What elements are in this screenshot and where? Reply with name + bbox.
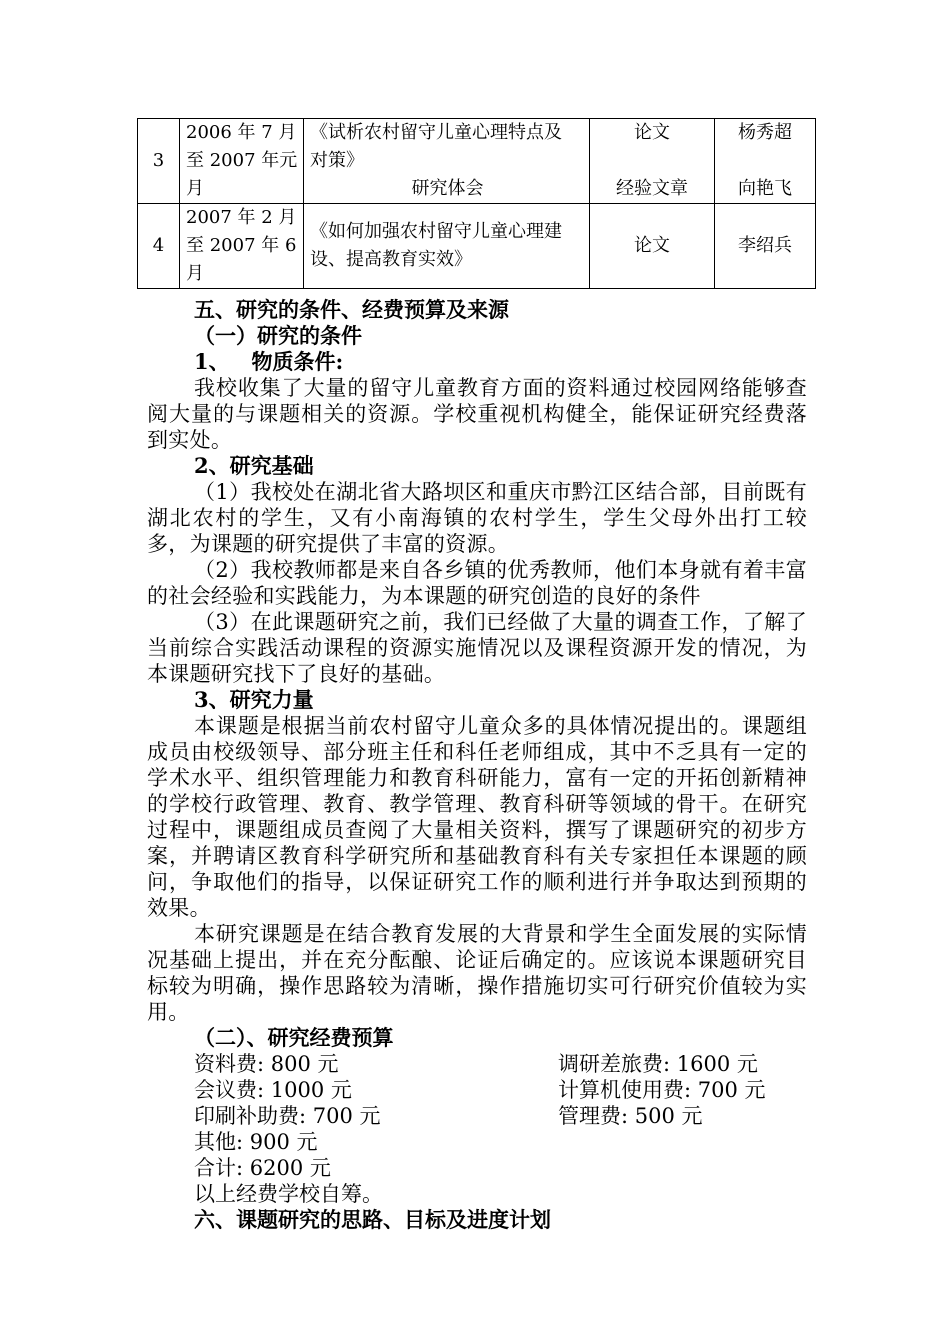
title-line: 《试析农村留守儿童心理特点及	[310, 122, 562, 143]
budget-item: 管理费: 500 元	[558, 1104, 703, 1128]
row-author	[715, 119, 816, 204]
item-heading: 1、 物质条件:	[194, 349, 344, 374]
document-body	[147, 297, 807, 1233]
paragraph: 本研究课题是在结合教育发展的大背景和学生全面发展的实际情况基础上提出，并在充分酝酿、论证后确定的。应该说本课题研究目标较为明确，操作思路较为清晰，操作措施切实可行研究价值较为实用。	[147, 922, 807, 1024]
table-row	[138, 204, 816, 289]
item-heading: 3、研究力量	[194, 687, 314, 712]
row-type	[590, 119, 715, 204]
paragraph: （3）在此课题研究之前，我们已经做了大量的调查工作，了解了当前综合实践活动课程的资源实施情况以及课程资源开发的情况，为本课题研究找下了良好的基础。	[147, 610, 807, 686]
research-plan-table	[137, 118, 816, 289]
paragraph: 我校收集了大量的留守儿童教育方面的资料通过校园网络能够查阅大量的与课题相关的资源。学校重视机构健全，能保证研究经费落到实处。	[147, 376, 807, 452]
date-line: 2006 年 7 月	[186, 122, 297, 143]
item-heading: 2、研究基础	[194, 453, 314, 478]
budget-row	[147, 1103, 807, 1129]
row-title	[304, 204, 590, 289]
row-number: 4	[138, 204, 180, 289]
budget-item: 印刷补助费: 700 元	[194, 1104, 381, 1128]
section-heading: 五、研究的条件、经费预算及来源	[194, 297, 509, 322]
row-author: 李绍兵	[715, 204, 816, 289]
row-date	[180, 119, 304, 204]
row-title	[304, 119, 590, 204]
budget-item: 资料费: 800 元	[194, 1052, 339, 1076]
title-subtitle: 研究体会	[411, 178, 484, 199]
paragraph: （2）我校教师都是来自各乡镇的优秀教师，他们本身就有着丰富的社会经验和实践能力，为本课题的研究创造的良好的条件	[147, 558, 807, 608]
title-line: 《如何加强农村留守儿童心理建	[310, 221, 562, 242]
budget-row	[147, 1077, 807, 1103]
date-line: 月	[186, 263, 204, 284]
budget-total: 合计: 6200 元	[194, 1156, 331, 1180]
row-date	[180, 204, 304, 289]
section-heading: 六、课题研究的思路、目标及进度计划	[194, 1207, 551, 1232]
title-line: 设、提高教育实效》	[310, 249, 472, 270]
date-line: 至 2007 年元	[186, 150, 298, 171]
date-line: 月	[186, 178, 204, 199]
budget-item: 其他: 900 元	[194, 1130, 318, 1154]
subsection-heading: （二）、研究经费预算	[194, 1025, 394, 1050]
type-line: 经验文章	[616, 178, 688, 199]
paragraph: （1）我校处在湖北省大路坝区和重庆市黔江区结合部，目前既有湖北农村的学生，又有小南海镇的农村学生，学生父母外出打工较多，为课题的研究提供了丰富的资源。	[147, 480, 807, 556]
title-line: 对策》	[310, 150, 364, 171]
budget-row	[147, 1051, 807, 1077]
paragraph: 本课题是根据当前农村留守儿童众多的具体情况提出的。课题组成员由校级领导、部分班主任和科任老师组成，其中不乏具有一定的学术水平、组织管理能力和教育科研能力，富有一定的开拓创新精神的学校行政管理、教育、教学管理、教育科研等领域的骨干。在研究过程中，课题组成员查阅了大量相关资料，撰写了课题研究的初步方案，并聘请区教育科学研究所和基础教育科有关专家担任本课题的顾问，争取他们的指导，以保证研究工作的顺利进行并争取达到预期的效果。	[147, 714, 807, 920]
budget-item: 调研差旅费: 1600 元	[558, 1052, 758, 1076]
table-row	[138, 119, 816, 204]
subsection-heading: （一）研究的条件	[194, 323, 362, 348]
budget-note: 以上经费学校自筹。	[194, 1182, 383, 1206]
date-line: 至 2007 年 6	[186, 235, 297, 256]
author-line: 向艳飞	[738, 178, 792, 199]
row-number: 3	[138, 119, 180, 204]
author-line: 杨秀超	[738, 122, 792, 143]
date-line: 2007 年 2 月	[186, 207, 297, 228]
row-type: 论文	[590, 204, 715, 289]
budget-item: 计算机使用费: 700 元	[558, 1078, 766, 1102]
budget-item: 会议费: 1000 元	[194, 1078, 352, 1102]
type-line: 论文	[634, 122, 670, 143]
